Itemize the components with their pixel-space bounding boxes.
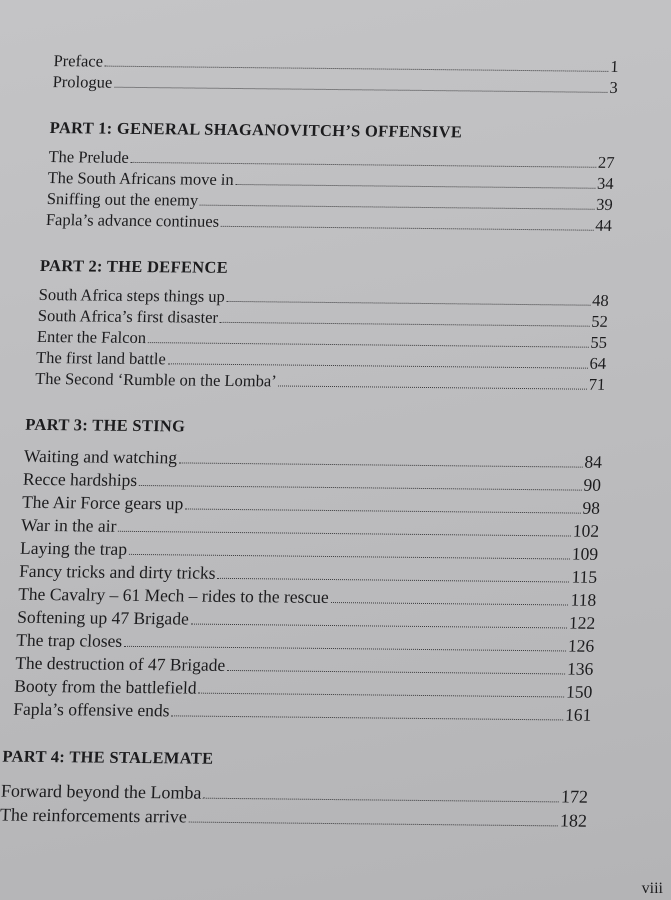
entry-page: 44 (595, 215, 613, 235)
dot-leader (114, 87, 607, 93)
entry-title: The Cavalry – 61 Mech – rides to the rescue (17, 583, 330, 607)
entry-page: 115 (571, 566, 598, 587)
entry-title: Waiting and watching (23, 445, 178, 468)
dot-leader (227, 301, 590, 306)
dot-leader (171, 715, 563, 720)
entry-title: The Air Force gears up (21, 491, 184, 514)
entry-title: Booty from the battlefield (13, 675, 198, 698)
entry-title: The South Africans move in (47, 168, 235, 189)
dot-leader (179, 462, 582, 467)
entry-title: The reinforcements arrive (0, 804, 188, 827)
entry-title: South Africa steps things up (38, 284, 226, 306)
dot-leader (124, 646, 566, 652)
dot-leader (227, 670, 565, 675)
entry-title: The destruction of 47 Brigade (14, 652, 226, 675)
entry-page: 34 (596, 173, 615, 193)
part-3 (13, 415, 604, 727)
dot-leader (189, 822, 558, 827)
entry-page: 71 (588, 374, 606, 394)
entry-page: 126 (567, 635, 595, 656)
dot-leader (185, 508, 580, 513)
entry-title: The first land battle (35, 347, 167, 369)
entry-page: 182 (559, 810, 588, 831)
entry-title: The Second ‘Rumble on the Lomba’ (34, 368, 278, 391)
entry-title: Fapla’s advance continues (45, 210, 220, 231)
entry-page: 52 (590, 311, 609, 331)
dot-leader (217, 578, 569, 583)
entry-title: Prologue (52, 72, 113, 92)
part-2 (35, 256, 611, 395)
front-matter (52, 50, 619, 98)
entry-page: 122 (568, 612, 596, 633)
entry-title: Preface (53, 51, 104, 71)
dot-leader (203, 798, 559, 803)
page-number: viii (641, 880, 663, 897)
entry-page: 27 (597, 152, 615, 172)
dot-leader (131, 162, 596, 168)
entry-title: Enter the Falcon (36, 326, 147, 348)
entry-title: Sniffing out the enemy (46, 189, 199, 210)
entry-title: Fancy tricks and dirty tricks (18, 560, 216, 583)
entry-title: War in the air (20, 514, 117, 536)
toc-entry (13, 698, 592, 727)
entry-page: 39 (595, 194, 614, 214)
entry-page: 136 (566, 658, 594, 679)
part-heading: PART 2: THE DEFENCE (39, 255, 229, 277)
part-heading: PART 1: GENERAL SHAGANOVITCH’S OFFENSIVE (49, 118, 463, 142)
dot-leader (148, 342, 588, 348)
dot-leader (198, 693, 564, 698)
dot-leader (331, 602, 569, 605)
entry-title: Softening up 47 Brigade (16, 606, 190, 629)
entry-title: Recce hardships (22, 468, 138, 490)
dot-leader (118, 531, 570, 537)
dot-leader (105, 66, 608, 72)
dot-leader (200, 205, 594, 210)
part-4 (0, 747, 590, 833)
entry-title: Laying the trap (19, 537, 128, 559)
entry-page: 64 (589, 353, 607, 373)
entry-page: 90 (583, 474, 602, 495)
dot-leader (139, 485, 581, 491)
dot-leader (221, 226, 593, 231)
entry-title: South Africa’s first disaster (37, 305, 219, 327)
dot-leader (129, 554, 570, 560)
table-of-contents (0, 50, 619, 833)
entry-page: 48 (591, 290, 610, 310)
entry-page: 98 (582, 497, 601, 518)
entry-page: 1 (609, 56, 619, 76)
entry-page: 55 (590, 332, 608, 352)
dot-leader (191, 624, 567, 629)
toc-entry (52, 71, 618, 98)
entry-page: 3 (609, 77, 619, 97)
dot-leader (168, 363, 588, 368)
entry-title: The trap closes (15, 629, 123, 651)
toc-entry (0, 803, 587, 833)
dot-leader (220, 322, 589, 327)
entry-page: 109 (571, 543, 599, 564)
entry-title: Forward beyond the Lomba (0, 780, 202, 803)
entry-page: 150 (565, 681, 593, 702)
entry-page: 161 (564, 704, 592, 725)
entry-page: 102 (572, 520, 600, 541)
entry-title: Fapla’s offensive ends (13, 698, 171, 721)
dot-leader (236, 184, 595, 189)
entry-page: 172 (560, 786, 589, 807)
entry-page: 84 (584, 451, 603, 472)
part-heading: PART 3: THE STING (24, 414, 186, 436)
entry-title: The Prelude (48, 147, 130, 167)
entry-page: 118 (570, 589, 597, 610)
dot-leader (279, 385, 587, 389)
part-heading: PART 4: THE STALEMATE (2, 746, 214, 768)
part-1 (45, 118, 616, 236)
